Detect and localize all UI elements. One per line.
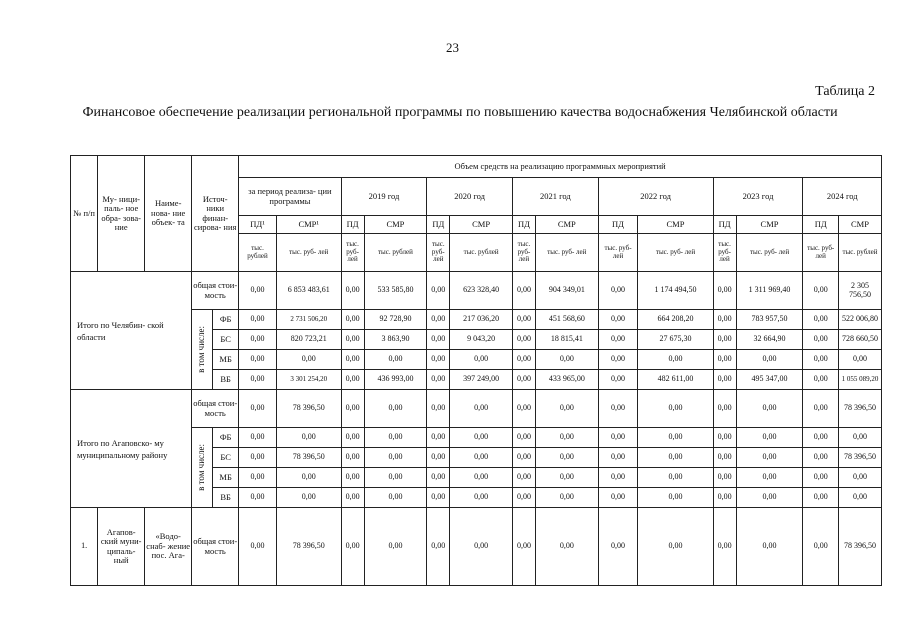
item-municipality: Агапов- ский муни- ципаль- ный	[98, 508, 145, 586]
value-cell: 0,00	[535, 350, 598, 370]
value-cell: 0,00	[450, 508, 513, 586]
value-cell: 0,00	[450, 428, 513, 448]
unit-cell: тыс. руб- лей	[427, 234, 450, 272]
header-pd: ПД	[341, 216, 364, 234]
value-cell: 0,00	[736, 508, 803, 586]
value-cell: 3 863,90	[364, 330, 427, 350]
header-year-2023: 2023 год	[713, 178, 803, 216]
value-cell: 0,00	[638, 468, 713, 488]
value-cell: 78 396,50	[839, 390, 882, 428]
unit-cell: тыс. рублей	[239, 234, 277, 272]
value-cell: 0,00	[450, 350, 513, 370]
value-cell: 0,00	[736, 390, 803, 428]
unit-cell: тыс. руб- лей	[276, 234, 341, 272]
header-year-2024: 2024 год	[803, 178, 882, 216]
header-no: № п/п	[71, 156, 98, 272]
value-cell: 0,00	[598, 428, 638, 448]
unit-cell: тыс. руб- лей	[713, 234, 736, 272]
header-pd: ПД	[598, 216, 638, 234]
value-cell: 3 301 254,20	[276, 370, 341, 390]
value-cell: 0,00	[427, 370, 450, 390]
in-which-text: в том числе:	[196, 444, 207, 491]
value-cell: 0,00	[427, 488, 450, 508]
value-cell: 0,00	[512, 370, 535, 390]
value-cell: 0,00	[341, 508, 364, 586]
value-cell: 0,00	[341, 350, 364, 370]
header-object: Наиме- нова- ние объек- та	[145, 156, 192, 272]
value-cell: 0,00	[713, 330, 736, 350]
value-cell: 0,00	[239, 272, 277, 310]
header-pd: ПД	[427, 216, 450, 234]
value-cell: 0,00	[839, 488, 882, 508]
value-cell: 0,00	[512, 330, 535, 350]
value-cell: 0,00	[535, 508, 598, 586]
value-cell: 0,00	[512, 350, 535, 370]
header-source: Источ- ники финан- сирова- ния	[192, 156, 239, 272]
value-cell: 0,00	[364, 350, 427, 370]
value-cell: 451 568,60	[535, 310, 598, 330]
value-cell: 0,00	[598, 508, 638, 586]
value-cell: 0,00	[450, 468, 513, 488]
value-cell: 0,00	[341, 468, 364, 488]
value-cell: 0,00	[512, 272, 535, 310]
value-cell: 0,00	[239, 508, 277, 586]
value-cell: 0,00	[638, 390, 713, 428]
value-cell: 0,00	[713, 370, 736, 390]
value-cell: 217 036,20	[450, 310, 513, 330]
table-row	[71, 310, 882, 330]
value-cell: 0,00	[803, 272, 839, 310]
value-cell: 0,00	[276, 488, 341, 508]
header-smr: СМР	[364, 216, 427, 234]
value-cell: 0,00	[839, 350, 882, 370]
source-label: БС	[213, 448, 239, 468]
value-cell: 0,00	[341, 488, 364, 508]
header-year-2022: 2022 год	[598, 178, 713, 216]
value-cell: 522 006,80	[839, 310, 882, 330]
value-cell: 0,00	[803, 428, 839, 448]
value-cell: 0,00	[341, 448, 364, 468]
value-cell: 0,00	[713, 272, 736, 310]
value-cell: 2 731 506,20	[276, 310, 341, 330]
value-cell: 820 723,21	[276, 330, 341, 350]
value-cell: 0,00	[736, 448, 803, 468]
value-cell: 0,00	[713, 350, 736, 370]
value-cell: 0,00	[364, 428, 427, 448]
value-cell: 0,00	[638, 350, 713, 370]
value-cell: 92 728,90	[364, 310, 427, 330]
table-body	[71, 272, 882, 586]
header-volume: Объем средств на реализацию программных мероприятий	[239, 156, 882, 178]
value-cell: 0,00	[512, 508, 535, 586]
value-cell: 78 396,50	[276, 448, 341, 468]
header-smr: СМР	[736, 216, 803, 234]
value-cell: 0,00	[839, 428, 882, 448]
value-cell: 0,00	[450, 390, 513, 428]
value-cell: 0,00	[736, 488, 803, 508]
value-cell: 0,00	[713, 390, 736, 428]
value-cell: 18 815,41	[535, 330, 598, 350]
source-label: ВБ	[213, 488, 239, 508]
value-cell: 0,00	[638, 428, 713, 448]
value-cell: 783 957,50	[736, 310, 803, 330]
value-cell: 495 347,00	[736, 370, 803, 390]
source-label: МБ	[213, 350, 239, 370]
value-cell: 728 660,50	[839, 330, 882, 350]
value-cell: 0,00	[239, 448, 277, 468]
header-pd: ПД	[713, 216, 736, 234]
unit-cell: тыс. руб- лей	[638, 234, 713, 272]
value-cell: 0,00	[512, 428, 535, 448]
value-cell: 0,00	[512, 468, 535, 488]
value-cell: 0,00	[803, 370, 839, 390]
value-cell: 0,00	[341, 330, 364, 350]
source-label: МБ	[213, 468, 239, 488]
group-name: Итого по Челябин- ской области	[71, 272, 192, 390]
in-which-text: в том числе:	[196, 326, 207, 373]
value-cell: 0,00	[713, 488, 736, 508]
value-cell: 0,00	[736, 468, 803, 488]
value-cell: 0,00	[803, 468, 839, 488]
value-cell: 0,00	[598, 350, 638, 370]
financing-table	[70, 155, 882, 586]
value-cell: 9 043,20	[450, 330, 513, 350]
unit-cell: тыс. рублей	[839, 234, 882, 272]
value-cell: 78 396,50	[276, 390, 341, 428]
value-cell: 0,00	[239, 488, 277, 508]
group-name: Итого по Агаповско- му муниципальному району	[71, 390, 192, 508]
value-cell: 0,00	[535, 448, 598, 468]
header-period: за период реализа- ции программы	[239, 178, 341, 216]
header-smr: СМР	[638, 216, 713, 234]
value-cell: 0,00	[713, 448, 736, 468]
value-cell: 0,00	[803, 330, 839, 350]
value-cell: 0,00	[535, 488, 598, 508]
value-cell: 0,00	[803, 310, 839, 330]
in-which-label	[192, 428, 213, 508]
table-row	[71, 272, 882, 310]
value-cell: 0,00	[239, 310, 277, 330]
value-cell: 0,00	[276, 468, 341, 488]
value-cell: 0,00	[713, 468, 736, 488]
value-cell: 623 328,40	[450, 272, 513, 310]
source-label: ФБ	[213, 428, 239, 448]
unit-cell: тыс. руб- лей	[803, 234, 839, 272]
unit-cell: тыс. руб- лей	[598, 234, 638, 272]
header-pd: ПД¹	[239, 216, 277, 234]
value-cell: 0,00	[535, 428, 598, 448]
value-cell: 0,00	[535, 390, 598, 428]
value-cell: 0,00	[803, 448, 839, 468]
unit-cell: тыс. рублей	[450, 234, 513, 272]
value-cell: 0,00	[427, 330, 450, 350]
table-title: Финансовое обеспечение реализации региональной программы по повышению качества водоснабжения Челябинской области	[82, 105, 838, 120]
value-cell: 0,00	[364, 468, 427, 488]
header-smr: СМР	[535, 216, 598, 234]
source-label: БС	[213, 330, 239, 350]
value-cell: 0,00	[341, 390, 364, 428]
source-label: ФБ	[213, 310, 239, 330]
header-year-2019: 2019 год	[341, 178, 427, 216]
value-cell: 0,00	[450, 448, 513, 468]
total-cost-label: общая стои- мость	[192, 272, 239, 310]
value-cell: 0,00	[638, 508, 713, 586]
value-cell: 0,00	[364, 448, 427, 468]
unit-cell: тыс. руб- лей	[535, 234, 598, 272]
table-label: Таблица 2	[815, 84, 875, 99]
value-cell: 0,00	[364, 508, 427, 586]
value-cell: 0,00	[364, 390, 427, 428]
unit-cell: тыс. рублей	[364, 234, 427, 272]
source-label: ВБ	[213, 370, 239, 390]
value-cell: 436 993,00	[364, 370, 427, 390]
value-cell: 0,00	[598, 330, 638, 350]
header-smr: СМР¹	[276, 216, 341, 234]
value-cell: 0,00	[239, 370, 277, 390]
value-cell: 78 396,50	[839, 448, 882, 468]
value-cell: 433 965,00	[535, 370, 598, 390]
value-cell: 0,00	[341, 428, 364, 448]
table-row	[71, 508, 882, 586]
value-cell: 1 055 089,20	[839, 370, 882, 390]
value-cell: 0,00	[239, 330, 277, 350]
header-year-2021: 2021 год	[512, 178, 598, 216]
value-cell: 533 585,80	[364, 272, 427, 310]
value-cell: 27 675,30	[638, 330, 713, 350]
value-cell: 0,00	[512, 310, 535, 330]
value-cell: 0,00	[239, 350, 277, 370]
value-cell: 0,00	[713, 428, 736, 448]
value-cell: 0,00	[839, 468, 882, 488]
value-cell: 0,00	[598, 272, 638, 310]
header-year-2020: 2020 год	[427, 178, 513, 216]
value-cell: 0,00	[598, 310, 638, 330]
value-cell: 664 208,20	[638, 310, 713, 330]
value-cell: 0,00	[341, 370, 364, 390]
value-cell: 0,00	[803, 508, 839, 586]
value-cell: 0,00	[239, 390, 277, 428]
value-cell: 0,00	[598, 390, 638, 428]
header-pd: ПД	[803, 216, 839, 234]
total-cost-label: общая стои- мость	[192, 508, 239, 586]
value-cell: 0,00	[276, 350, 341, 370]
table-row	[71, 428, 882, 448]
value-cell: 0,00	[535, 468, 598, 488]
value-cell: 0,00	[239, 428, 277, 448]
value-cell: 0,00	[713, 508, 736, 586]
total-cost-label: общая стои- мость	[192, 390, 239, 428]
value-cell: 0,00	[427, 272, 450, 310]
value-cell: 0,00	[598, 468, 638, 488]
value-cell: 0,00	[276, 428, 341, 448]
value-cell: 0,00	[803, 390, 839, 428]
unit-cell: тыс. руб- лей	[341, 234, 364, 272]
header-smr: СМР	[839, 216, 882, 234]
value-cell: 0,00	[427, 468, 450, 488]
value-cell: 0,00	[598, 448, 638, 468]
value-cell: 0,00	[713, 310, 736, 330]
value-cell: 0,00	[512, 448, 535, 468]
value-cell: 0,00	[427, 390, 450, 428]
page-number: 23	[446, 40, 459, 55]
value-cell: 0,00	[450, 488, 513, 508]
unit-cell: тыс. руб- лей	[736, 234, 803, 272]
value-cell: 6 853 483,61	[276, 272, 341, 310]
in-which-label	[192, 310, 213, 390]
value-cell: 0,00	[803, 488, 839, 508]
header-municipality: Му- ници- паль- ное обра- зова- ние	[98, 156, 145, 272]
unit-cell: тыс. руб- лей	[512, 234, 535, 272]
value-cell: 0,00	[598, 488, 638, 508]
value-cell: 0,00	[427, 448, 450, 468]
value-cell: 0,00	[736, 428, 803, 448]
item-object: «Водо- снаб- жение пос. Ага-	[145, 508, 192, 586]
value-cell: 482 611,00	[638, 370, 713, 390]
value-cell: 0,00	[638, 488, 713, 508]
value-cell: 0,00	[364, 488, 427, 508]
value-cell: 0,00	[427, 508, 450, 586]
value-cell: 1 174 494,50	[638, 272, 713, 310]
value-cell: 0,00	[341, 272, 364, 310]
value-cell: 0,00	[341, 310, 364, 330]
value-cell: 0,00	[803, 350, 839, 370]
value-cell: 0,00	[512, 390, 535, 428]
header-pd: ПД	[512, 216, 535, 234]
table-row	[71, 390, 882, 428]
value-cell: 0,00	[598, 370, 638, 390]
value-cell: 397 249,00	[450, 370, 513, 390]
value-cell: 0,00	[512, 488, 535, 508]
value-cell: 0,00	[736, 350, 803, 370]
value-cell: 78 396,50	[276, 508, 341, 586]
value-cell: 0,00	[427, 310, 450, 330]
value-cell: 0,00	[427, 350, 450, 370]
value-cell: 904 349,01	[535, 272, 598, 310]
value-cell: 78 396,50	[839, 508, 882, 586]
value-cell: 0,00	[638, 448, 713, 468]
value-cell: 0,00	[427, 428, 450, 448]
value-cell: 32 664,90	[736, 330, 803, 350]
item-number: 1.	[71, 508, 98, 586]
value-cell: 1 311 969,40	[736, 272, 803, 310]
value-cell: 0,00	[239, 468, 277, 488]
header-smr: СМР	[450, 216, 513, 234]
value-cell: 2 305 756,50	[839, 272, 882, 310]
